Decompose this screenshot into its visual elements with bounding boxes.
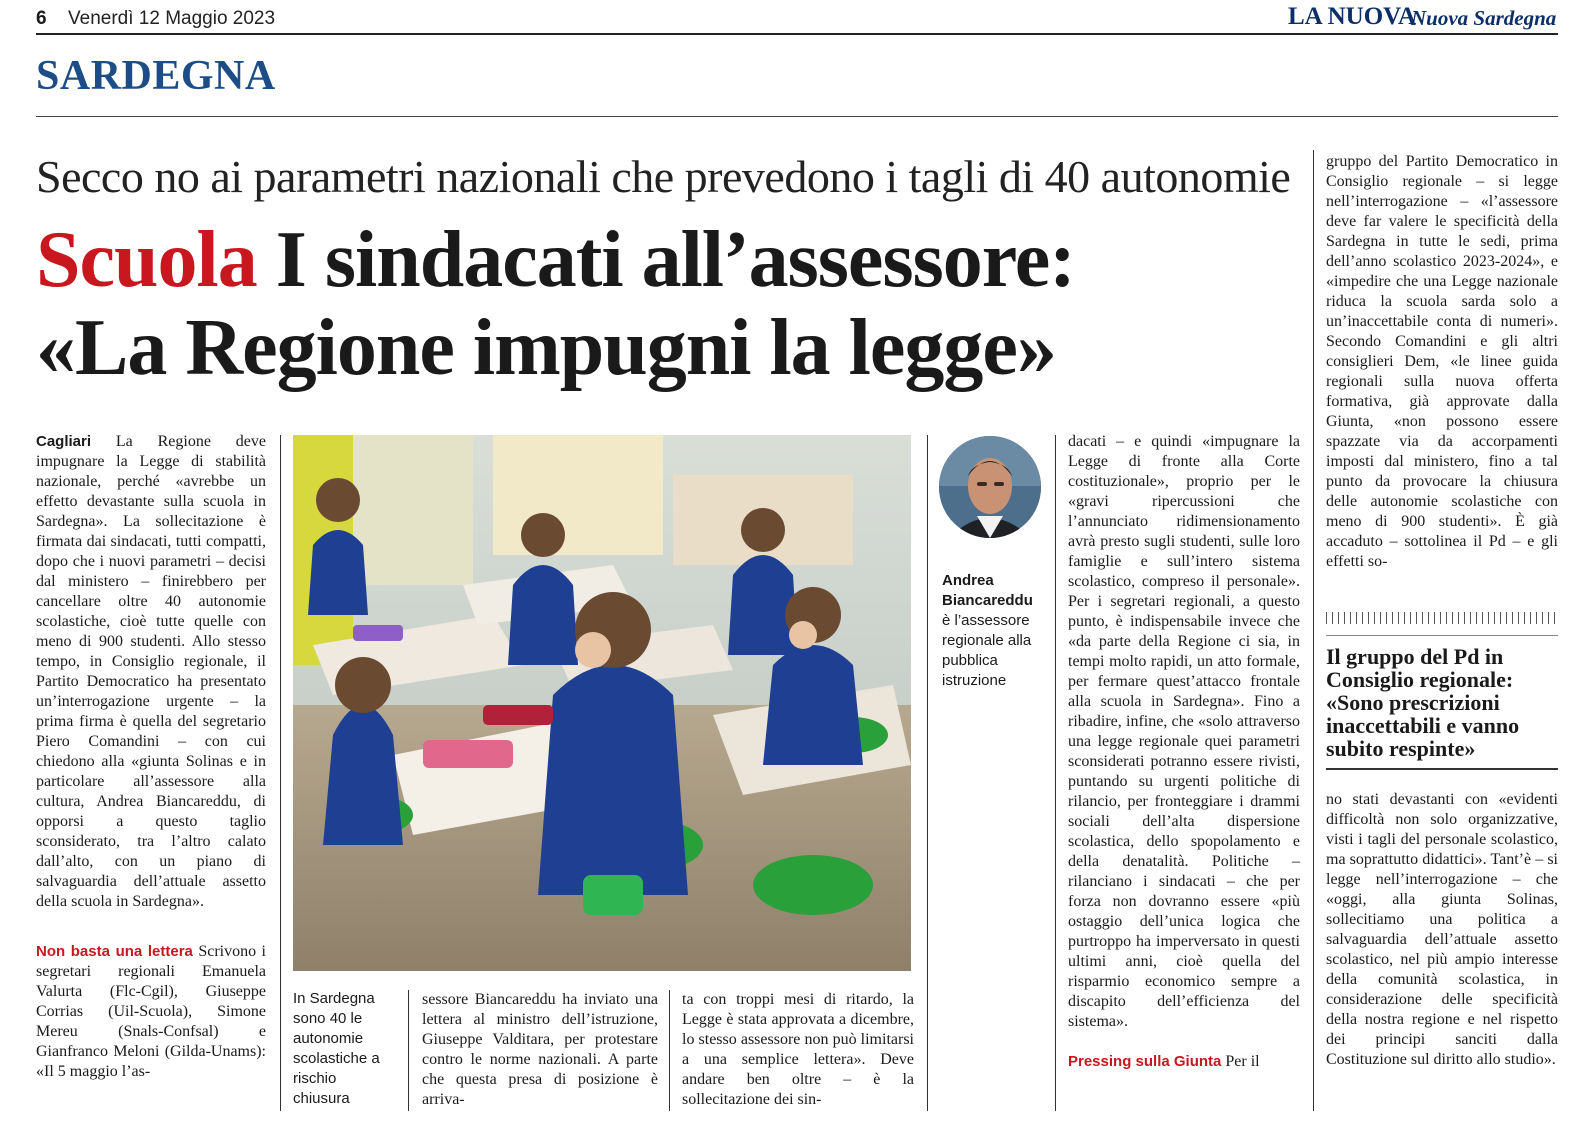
article-headline-line2: «La Regione impugni la legge» [36,304,1056,392]
subhead: Pressing sulla Giunta [1068,1053,1222,1070]
column-rule [927,435,928,1111]
paragraph: Pressing sulla Giunta Per il [1068,1053,1260,1070]
masthead-script-logo: Nuova Sardegna [1411,6,1557,30]
box-rule [1326,768,1558,770]
sidebar-heading: Il gruppo del Pd in Consiglio regionale: «Sono prescrizioni inaccettabili e vanno subito respinte» [1326,644,1520,761]
masthead-logo: LA NUOVA [1288,3,1417,30]
article-column-4: dacati – e quindi «impugnare la Legge di fronte alla Corte costituzionale», proprio per le «gravi ripercussioni che l’annunciato ridimensionamento avrà presto sugli studenti, sulle loro famiglie e sull’intero sistema scolastico, compreso il personale». Per i segretari regionali, a questo punto, è indispensabile invece che «da parte della Regione ci sia, in tempi molto rapidi, un atto formale, per fermare quest’attacco frontale alla scuola in Sardegna». Fino a ribadire, infine, che «solo attraverso una legge regionale quei parametri sconsiderati potranno essere rivisti, puntando su urgenti politiche di rilancio, per fronteggiare i drammi sociali dell’alta dispersione scolastica, dello spopolamento e della denatalità. Politiche – rilanciano i sindacati – che per forza non dovranno essere «più ostaggio dell’unica logica che purtroppo ha imperversato in questi ultimi anni, cioè quella del risparmio economico sempre a discapito dell’efficienza del sistema». Pressing sulla Giunta Per il [1068,433,1300,1070]
portrait-illustration [939,436,1041,538]
column-rule [1313,150,1314,1111]
classroom-photo [293,435,911,971]
article-headline-line1 [36,215,1075,305]
headline-text: I sindacati all’assessore: [275,216,1075,304]
portrait-name: Andrea Biancareddu [942,572,1033,609]
issue-date: Venerdì 12 Maggio 2023 [68,8,276,29]
article-column-1 [36,432,266,1082]
column-rule [280,435,281,1111]
column-rule [669,990,670,1111]
article-column-5-continued: no stati devastanti con «evidenti difficoltà non solo organizzative, visti i tagli del personale scolastico, ma soprattutto didattici». Tant’è – si legge nell’interrogazione – che «oggi, alla giunta Solinas, sollecitiamo una politica a salvaguardia dell’attuale assetto scolastico, nel più ampio interesse della comunità scolastica, in considerazione delle specificità della nostra regione e nel rispetto dei principi sanciti dalla Costituzione sul diritto allo studio». [1326,791,1558,1068]
paragraph: Cagliari La Regione deve impugnare la Legge di stabilità nazionale, perché «avrebbe un effetto devastante sulla scuola in Sardegna». La sollecitazione è firmata dai sindacati, tutti compatti, dopo che i nuovi parametri – decisi dal ministero – finirebbero per cancellare oltre 40 autonomie scolastiche, cioè tutte quelle con meno di 900 studenti. Allo stesso tempo, in Consiglio regionale, il Partito Democratico ha presentato un’interrogazione urgente – la prima firma è quella del segretario Piero Comandini – con cui chiedono alla «giunta Solinas e in particolare all’assessore alla cultura, Andrea Biancareddu, di opporsi a questo taglio sconsiderato, tra l’altro calato dall’alto, con un piano di salvaguardia dell’attuale assetto della scuola in Sardegna». [36,433,266,910]
header-rule [36,33,1558,35]
box-rule [1326,635,1558,636]
paragraph: Non basta una lettera Scrivono i segretari regionali Emanuela Valurta (Flc-Cgil), Giuseppe Corrias (Uil-Scuola), Simone Mereu (Snals-Confsal) e Gianfranco Meloni (Gilda-Unams): «Il 5 maggio l’as- [36,943,266,1080]
section-rule [36,116,1558,117]
photo-caption: In Sardegna sono 40 le autonomie scolastiche a rischio chiusura [293,990,380,1107]
page-number: 6 [36,8,47,29]
portrait-photo [939,436,1041,538]
headline-topic: Scuola [36,216,257,304]
portrait-role: è l’assessore regionale alla pubblica istruzione [942,612,1032,689]
dotted-divider [1326,612,1558,624]
article-column-3: ta con troppi mesi di ritardo, la Legge è stata approvata a dicembre, lo stesso assessore non può limitarsi a una semplice lettera». Deve andare ben oltre – è la sollecitazione dei sin- [682,991,914,1108]
column-rule [408,990,409,1111]
classroom-illustration [293,435,911,971]
article-column-2: sessore Biancareddu ha inviato una lettera al ministro dell’istruzione, Giuseppe Valditara, per protestare contro le norme nazionali. A parte che questa presa di posizione è arriva- [422,991,658,1108]
article-kicker: Secco no ai parametri nazionali che prevedono i tagli di 40 autonomie [36,151,1291,202]
section-title: SARDEGNA [36,53,276,99]
subhead: Non basta una lettera [36,943,193,960]
article-column-5: gruppo del Partito Democratico in Consiglio regionale – si legge nell’interrogazione – «l’assessore deve far valere le specificità della Sardegna in tutte le sedi, prima dell’anno scolastico 2023-2024», e «impedire che una Legge nazionale riduca la scuola sarda solo a un’inaccettabile conta di numeri». Secondo Comandini e gli altri consiglieri Dem, «le linee guida regionali sulla nuova offerta formativa, già approvate dalla Giunta, «non possono essere spazzate via da accorpamenti imposti dal ministero, fino a tal punto da provocare la chiusura delle autonomie scolastiche con meno di 900 studenti». È già accaduto – sottolinea il Pd – e gli effetti so- [1326,153,1558,570]
dateline: Cagliari [36,433,92,450]
column-rule [1055,435,1056,1111]
